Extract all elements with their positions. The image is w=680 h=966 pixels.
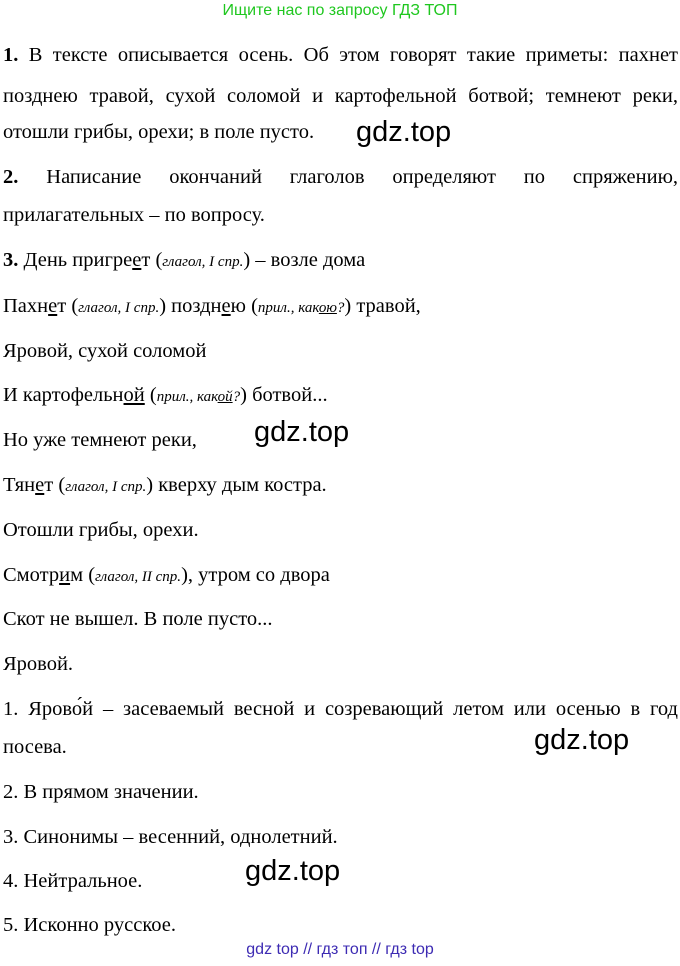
answer-1-line-2: позднею травой, сухой соломой и картофельной ботвой; темнеют реки, [3,85,678,107]
grammar-note: прил., какой? [156,389,241,405]
grammar-note: глагол, I спр. [78,300,160,316]
answer-1-line-1 [3,43,678,67]
answer-1-line-3: отошли грибы, орехи; в поле пусто. [3,121,315,143]
watermark: gdz.top [534,724,630,756]
poem-line-4: И картофельной (прил., какой?) ботвой... [3,384,328,406]
watermark: gdz.top [254,416,350,448]
grammar-note: глагол, I спр. [162,254,244,270]
poem-line-8: Смотрим (глагол, II спр.), утром со двора [3,564,330,586]
analysis-item-4: 4. Нейтральное. [3,870,143,892]
poem-line-6: Тянет (глагол, I спр.) кверху дым костра. [3,474,327,496]
poem-line-9: Скот не вышел. В поле пусто... [3,608,273,630]
top-banner: Ищите нас по запросу ГДЗ ТОП [222,2,458,19]
watermark: gdz.top [356,116,452,148]
grammar-note: глагол, I спр. [65,479,147,495]
answer-2-line-2: прилагательных – по вопросу. [3,204,265,226]
answer-1-text-1: В тексте описывается осень. Об этом говорят такие приметы: пахнет [28,44,678,66]
poem-line-5: Но уже темнеют реки, [3,429,197,451]
poem-line-7: Отошли грибы, орехи. [3,519,199,541]
poem-line-2: Пахнет (глагол, I спр.) позднею (прил., какою?) травой, [3,295,421,317]
poem-line-10: Яровой. [3,653,74,675]
answer-1-number: 1. [3,44,19,66]
watermark: gdz.top [245,855,341,887]
answer-3-number: 3. [3,249,19,271]
analysis-item-1-line-2: посева. [3,736,67,758]
answer-2-number: 2. [3,166,19,188]
footer-banner: gdz top // гдз топ // гдз top [246,941,434,958]
answer-2-text-1: Написание окончаний глаголов определяют по спряжению, [46,166,679,188]
grammar-note: глагол, II спр. [95,569,182,585]
poem-line-1: 3. День пригреет (глагол, I спр.) – возле дома [3,249,366,271]
analysis-item-2: 2. В прямом значении. [3,781,199,803]
poem-line-3: Яровой, сухой соломой [3,340,207,362]
grammar-note: прил., какою? [257,300,345,316]
answer-2-line-1 [3,165,678,189]
analysis-item-3: 3. Синонимы – весенний, однолетний. [3,826,338,848]
analysis-item-1-line-1: 1. Ярово́й – засеваемый весной и созревающий летом или осенью в год [3,698,678,720]
analysis-item-5: 5. Исконно русское. [3,914,176,936]
